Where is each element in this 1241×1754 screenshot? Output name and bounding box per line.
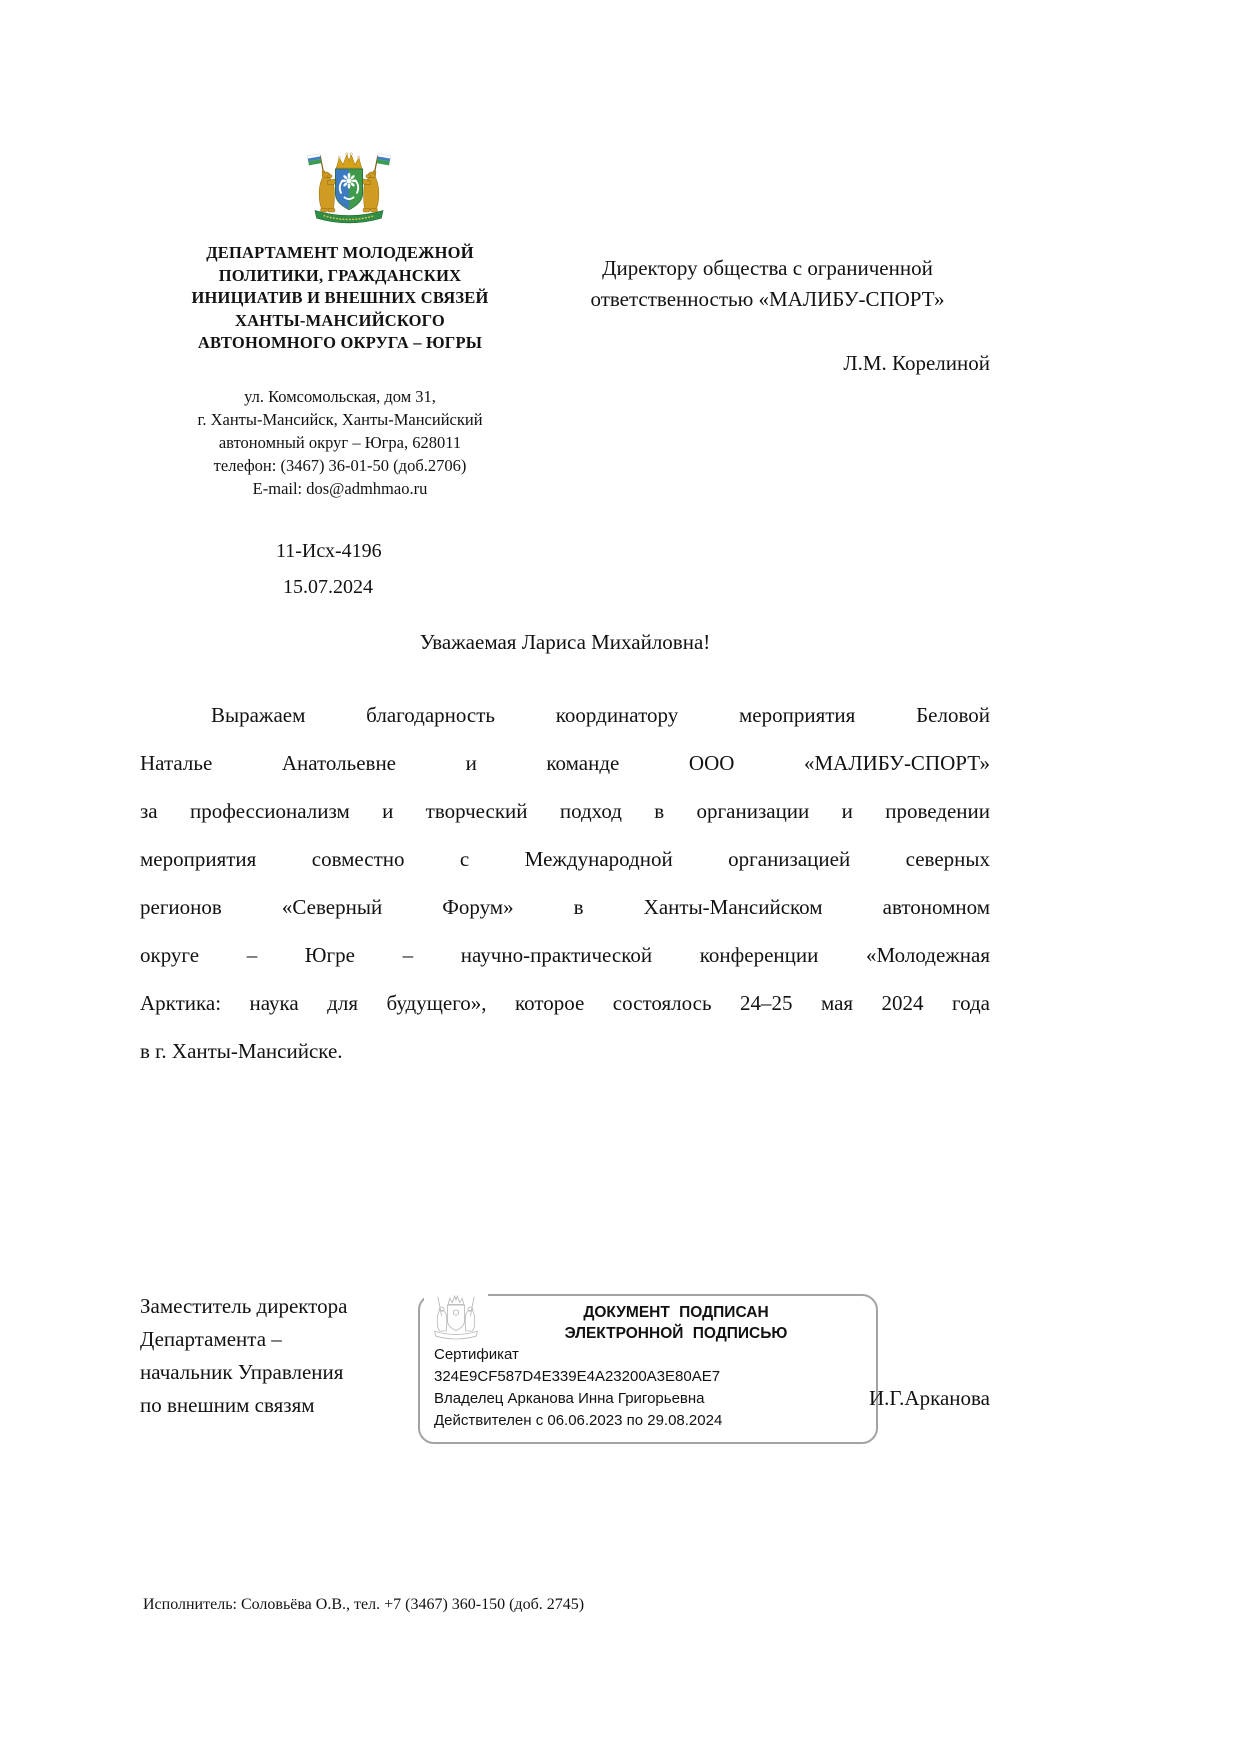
executor-line: Исполнитель: Соловьёва О.В., тел. +7 (3467) 360-150 (доб. 2745) bbox=[143, 1596, 585, 1613]
dept-line: ПОЛИТИКИ, ГРАЖДАНСКИХ bbox=[218, 265, 462, 285]
address-line: E-mail: dos@admhmao.ru bbox=[252, 479, 428, 498]
electronic-signature-stamp bbox=[418, 1294, 878, 1444]
body-line: Наталье Анатольевне и команде ООО «МАЛИБУ-СПОРТ» bbox=[140, 751, 990, 775]
recipient-line: Директору общества с ограниченной bbox=[602, 256, 933, 280]
recipient-addressee-name: Л.М. Корелиной bbox=[843, 351, 990, 375]
body-line: за профессионализм и творческий подход в организации и проведении bbox=[140, 799, 990, 823]
position-line: начальник Управления bbox=[140, 1360, 344, 1384]
stamp-title-line: ЭЛЕКТРОННОЙ ПОДПИСЬЮ bbox=[564, 1325, 788, 1342]
body-line: Арктика: наука для будущего», которое состоялось 24–25 мая 2024 года bbox=[140, 991, 990, 1015]
stamp-owner: Владелец Арканова Инна Григорьевна bbox=[434, 1390, 705, 1407]
recipient-line: ответственностью «МАЛИБУ-СПОРТ» bbox=[590, 286, 945, 311]
stamp-cert-number: 324E9CF587D4E339E4A23200A3E80AE7 bbox=[434, 1368, 721, 1385]
address-line: автономный округ – Югра, 628011 bbox=[218, 433, 462, 452]
stamp-emblem-icon bbox=[424, 1286, 488, 1352]
stamp-validity: Действителен с 06.06.2023 по 29.08.2024 bbox=[434, 1412, 723, 1429]
sender-department-name bbox=[130, 242, 550, 355]
address-line: ул. Комсомольская, дом 31, bbox=[244, 387, 436, 406]
dept-line: АВТОНОМНОГО ОКРУГА – ЮГРЫ bbox=[197, 333, 483, 352]
position-line: Заместитель директора bbox=[140, 1294, 348, 1318]
document-ref-number: 11-Исх-4196 bbox=[276, 540, 382, 562]
signer-position-block bbox=[140, 1290, 450, 1422]
address-line: г. Ханты-Мансийск, Ханты-Мансийский bbox=[197, 410, 483, 429]
body-line: регионов «Северный Форум» в Ханты-Мансийском автономном bbox=[140, 895, 990, 919]
document-date: 15.07.2024 bbox=[283, 576, 373, 598]
position-line: Департамента – bbox=[140, 1327, 282, 1351]
body-line: в г. Ханты-Мансийске. bbox=[140, 1039, 343, 1063]
body-line: округе – Югре – научно-практической конференции «Молодежная bbox=[140, 943, 990, 967]
dept-line: ХАНТЫ-МАНСИЙСКОГО bbox=[235, 310, 445, 330]
dept-line: ИНИЦИАТИВ И ВНЕШНИХ СВЯЗЕЙ bbox=[191, 288, 489, 307]
stamp-title bbox=[480, 1302, 872, 1344]
address-line: телефон: (3467) 36-01-50 (доб.2706) bbox=[213, 456, 467, 475]
letter-body bbox=[140, 691, 990, 1075]
recipient-block bbox=[545, 253, 990, 314]
salutation: Уважаемая Лариса Михайловна! bbox=[419, 630, 711, 654]
coat-of-arms-icon bbox=[298, 146, 400, 236]
stamp-cert-label: Сертификат bbox=[434, 1346, 519, 1363]
dept-line: ДЕПАРТАМЕНТ МОЛОДЕЖНОЙ bbox=[206, 243, 474, 262]
signer-name: И.Г.Арканова bbox=[868, 1386, 990, 1410]
stamp-title-line: ДОКУМЕНТ ПОДПИСАН bbox=[583, 1304, 769, 1321]
position-line: по внешним связям bbox=[140, 1393, 315, 1417]
body-line: Выражаем благодарность координатору мероприятия Беловой bbox=[211, 703, 990, 727]
body-line: мероприятия совместно с Международной организацией северных bbox=[140, 847, 990, 871]
sender-address bbox=[130, 385, 550, 500]
